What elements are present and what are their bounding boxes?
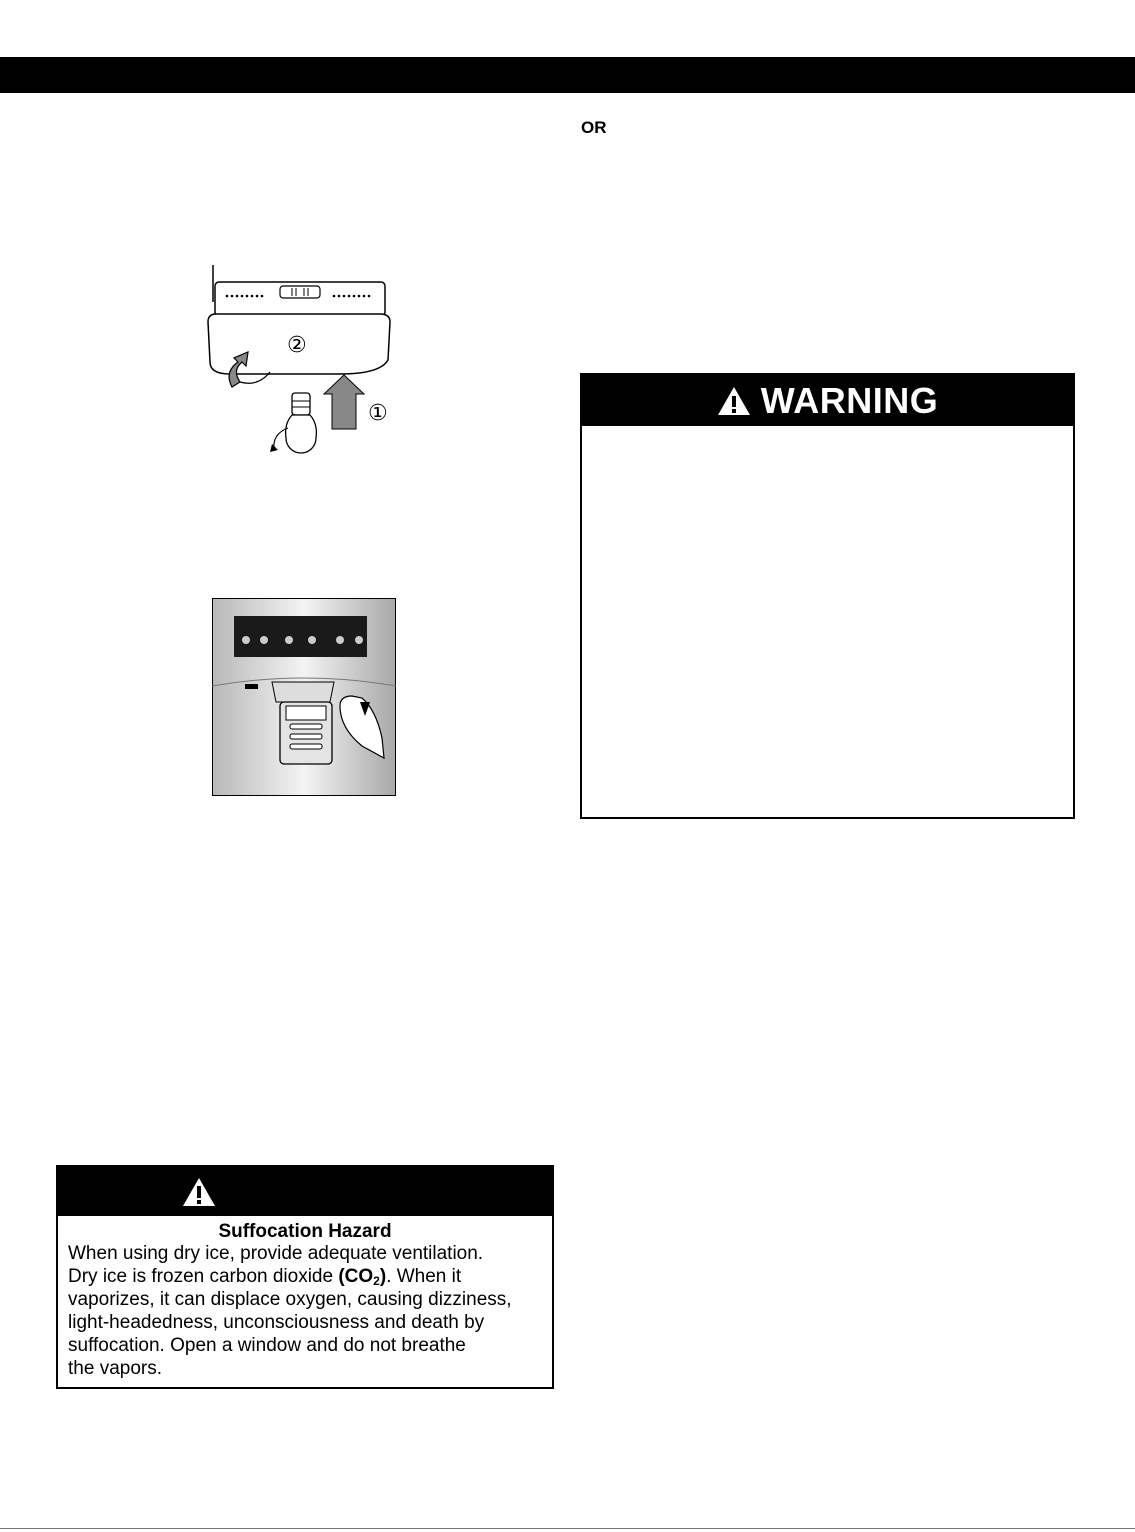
warning-box	[580, 373, 1075, 819]
hazard-line-2-b: . When it	[386, 1266, 462, 1287]
hazard-box	[56, 1165, 554, 1389]
dispenser-figure	[212, 598, 396, 796]
warning-triangle-icon	[182, 1177, 216, 1207]
lamp-replacement-figure	[200, 262, 400, 472]
hazard-line-3: vaporizes, it can displace oxygen, causing dizziness,	[68, 1289, 512, 1310]
hazard-line-1: When using dry ice, provide adequate ventilation.	[68, 1243, 484, 1264]
warning-header	[582, 375, 1073, 426]
hazard-line-5: suffocation. Open a window and do not breathe	[68, 1335, 466, 1356]
co2-label: (CO	[338, 1266, 374, 1287]
hazard-header	[58, 1167, 552, 1216]
hazard-line-2	[68, 1265, 542, 1289]
or-label: OR	[581, 118, 607, 137]
hazard-line-2-a: Dry ice is frozen carbon dioxide	[68, 1266, 339, 1287]
header-bar	[0, 57, 1135, 93]
callout-1-label: ①	[368, 401, 388, 426]
co2-subscript: 2	[373, 1274, 380, 1288]
footer-rule	[0, 1528, 1135, 1529]
warning-triangle-icon	[717, 386, 751, 416]
callout-2-label: ②	[287, 333, 307, 358]
hazard-line-6: the vapors.	[68, 1358, 162, 1379]
hazard-title: Suffocation Hazard	[218, 1221, 392, 1242]
warning-title: WARNING	[760, 379, 939, 421]
hazard-line-4: light-headedness, unconsciousness and death by	[68, 1312, 485, 1333]
co2-close: )	[379, 1266, 387, 1287]
